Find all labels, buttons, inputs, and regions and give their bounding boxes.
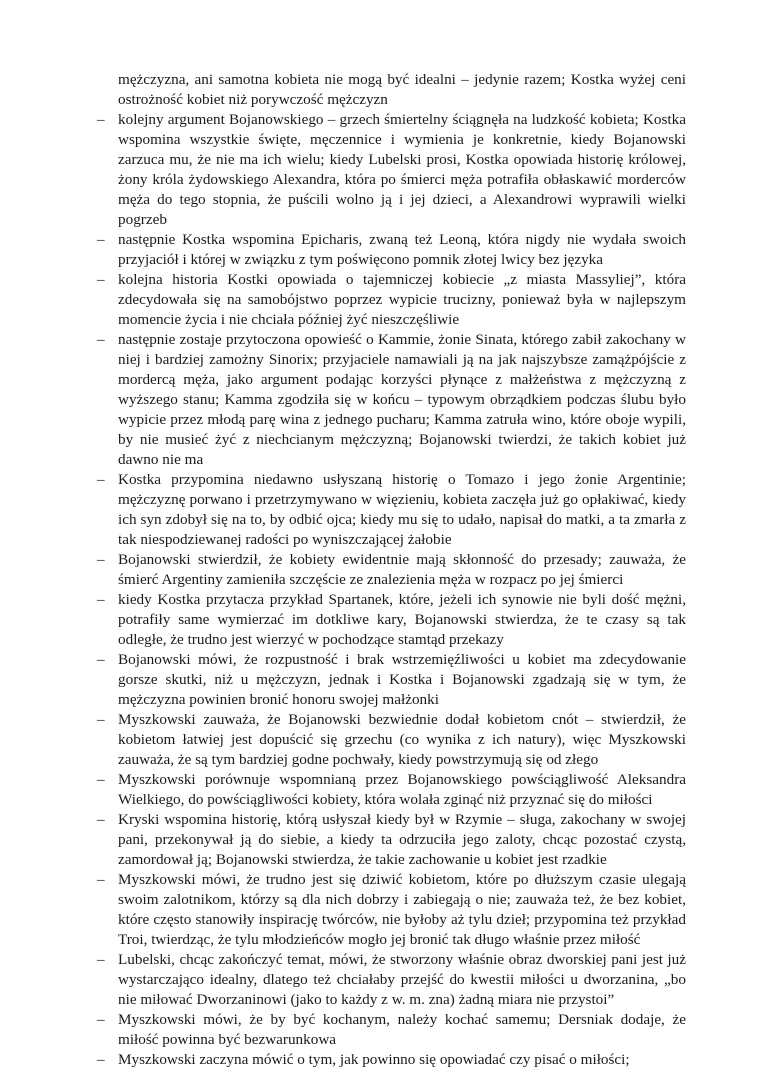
list-item-text: następnie zostaje przytoczona opowieść o Kammie, żonie Sinata, którego zabił zakochany w niej i bardziej zamożny Sinorix; przyjaciele namawiali ją na jak najszybsze zamążpójście z mordercą męża, jako argument podając korzyści płynące z małżeństwa z mężczyzną z wyższego stanu; Kamma zgodziła się w końcu – typowym obrządkiem podczas ślubu było wypicie przez młodą parę wina z jednego pucharu; Kamma zatruła wino, które oboje wypili, by nie musieć żyć z niechcianym mężczyzną; Bojanowski twierdzi, że takich kobiet już dawno nie ma <box>118 331 686 468</box>
list-item <box>97 710 686 770</box>
list-item-text: Myszkowski zauważa, że Bojanowski bezwiednie dodał kobietom cnót – stwierdził, że kobietom łatwiej jest dopuścić się grzechu (co wynika z ich natury), więc Myszkowski zauważa, że są tym bardziej godne pochwały, kiedy powstrzymują się od złego <box>118 711 686 768</box>
continuation-paragraph: mężczyzna, ani samotna kobieta nie mogą być idealni – jedynie razem; Kostka wyżej ceni ostrożność kobiet niż porywczość mężczyzn <box>118 71 686 108</box>
list-item-text: Myszkowski mówi, że by być kochanym, należy kochać samemu; Dersniak dodaje, że miłość powinna być bezwarunkowa <box>118 1011 686 1048</box>
list-item <box>97 870 686 950</box>
list-item-text: Kostka przypomina niedawno usłyszaną historię o Tomazo i jego żonie Argentinie; mężczyznę porwano i przetrzymywano w więzieniu, kobieta zaczęła już go opłakiwać, kiedy ich syn zdobył się na to, by odbić ojca; kiedy mu się to udało, napisał do matki, a ta zmarła z tak niespodziewanej radości po wyniszczającej żałobie <box>118 471 686 548</box>
list-item-text: Kryski wspomina historię, którą usłyszał kiedy był w Rzymie – sługa, zakochany w swojej pani, przekonywał ją do siebie, a kiedy ta odrzuciła jego zaloty, chcąc pozostać czystą, zamordował ją; Bojanowski stwierdza, że takie zachowanie u kobiet jest rzadkie <box>118 811 686 868</box>
dash-bullet-icon: – <box>97 951 105 968</box>
list-item-text: kolejny argument Bojanowskiego – grzech śmiertelny ściągnęła na ludzkość kobieta; Kostka wspomina wszystkie święte, męczennice i wymienia je konkretnie, kiedy Bojanowski zarzuca mu, że nie ma ich wielu; kiedy Lubelski prosi, Kostka opowiada historię królowej, żony króla żydowskiego Alexandra, która po śmierci męża potrafiła obłaskawić morderców męża do tego stopnia, że puścili wolno ją i jej dzieci, a Alexandrowi wyprawili wielki pogrzeb <box>118 111 686 228</box>
dash-bullet-icon: – <box>97 551 105 568</box>
list-item-text: kiedy Kostka przytacza przykład Spartanek, które, jeżeli ich synowie nie byli dość mężni, potrafiły same wymierzać im dotkliwe kary, Bojanowski stwierdza, że te czasy są tak odległe, że trudno jest wierzyć w pochodzące stamtąd przekazy <box>118 591 686 648</box>
dash-bullet-icon: – <box>97 591 105 608</box>
page-content <box>97 70 686 1070</box>
dash-bullet-icon: – <box>97 1011 105 1028</box>
dash-bullet-icon: – <box>97 1051 105 1068</box>
dash-bullet-icon: – <box>97 771 105 788</box>
list-item-text: Bojanowski mówi, że rozpustność i brak wstrzemięźliwości u kobiet ma zdecydowanie gorsze skutki, niż u mężczyzn, jednak i Kostka i Bojanowski zgadzają się w tym, że mężczyzna powinien bronić honoru swojej małżonki <box>118 651 686 708</box>
list-item <box>97 590 686 650</box>
list-item-text: Myszkowski porównuje wspomnianą przez Bojanowskiego powściągliwość Aleksandra Wielkiego, do powściągliwości kobiety, która wolała zginąć niż przyznać się do miłości <box>118 771 686 808</box>
list-item <box>97 270 686 330</box>
list-item <box>97 550 686 590</box>
dash-bullet-icon: – <box>97 651 105 668</box>
list-item <box>97 1010 686 1050</box>
list-item-text: Myszkowski zaczyna mówić o tym, jak powinno się opowiadać czy pisać o miłości; <box>118 1051 630 1068</box>
dash-bullet-icon: – <box>97 471 105 488</box>
dash-bullet-icon: – <box>97 111 105 128</box>
list-item <box>97 230 686 270</box>
dash-bullet-icon: – <box>97 271 105 288</box>
bullet-list <box>97 110 686 1070</box>
list-item <box>97 770 686 810</box>
list-item-text: Lubelski, chcąc zakończyć temat, mówi, że stworzony właśnie obraz dworskiej pani jest już wystarczająco idealny, dlatego też chciałaby przejść do kwestii miłości u dworzanina, „bo nie miłować Dworzaninowi (jako to każdy z w. m. zna) żadną miara nie przystoi” <box>118 951 686 1008</box>
dash-bullet-icon: – <box>97 871 105 888</box>
list-item <box>97 470 686 550</box>
list-item-text: następnie Kostka wspomina Epicharis, zwaną też Leoną, która nigdy nie wydała swoich przyjaciół i której w związku z tym poświęcono pomnik złotej lwicy bez języka <box>118 231 686 268</box>
dash-bullet-icon: – <box>97 231 105 248</box>
list-item <box>97 810 686 870</box>
dash-bullet-icon: – <box>97 711 105 728</box>
list-item <box>97 330 686 470</box>
dash-bullet-icon: – <box>97 811 105 828</box>
list-item <box>97 1050 686 1070</box>
list-item-text: Bojanowski stwierdził, że kobiety ewidentnie mają skłonność do przesady; zauważa, że śmierć Argentiny zamieniła szczęście ze znalezienia męża w rozpacz po jej śmierci <box>118 551 686 588</box>
list-item <box>97 650 686 710</box>
list-item <box>97 110 686 230</box>
dash-bullet-icon: – <box>97 331 105 348</box>
list-item-text: kolejna historia Kostki opowiada o tajemniczej kobiecie „z miasta Massyliej”, która zdecydowała się na samobójstwo poprzez wypicie trucizny, ponieważ była w najlepszym momencie życia i nie chciała później żyć nieszczęśliwie <box>118 271 686 328</box>
list-item <box>97 950 686 1010</box>
list-item-text: Myszkowski mówi, że trudno jest się dziwić kobietom, które po dłuższym czasie ulegają swoim zalotnikom, którzy są dla nich dobrzy i zabiegają o nie; zauważa też, że bez kobiet, które często stanowiły inspirację twórców, nie byłoby aż tylu dzieł; przypomina też przykład Troi, twierdząc, że tylu młodzieńców mogło jej bronić tak długo właśnie przez miłość <box>118 871 686 948</box>
